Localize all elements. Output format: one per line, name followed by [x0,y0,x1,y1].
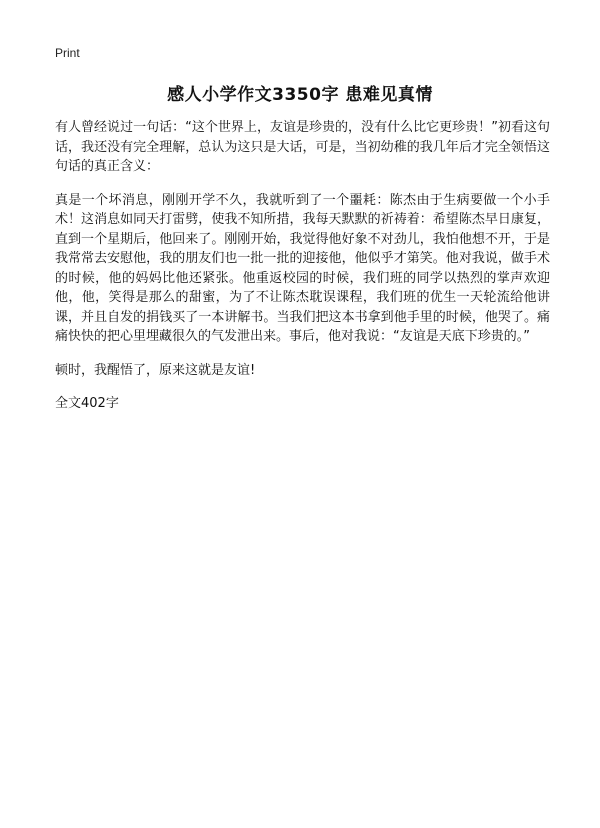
paragraph: 真是一个坏消息，刚刚开学不久，我就听到了一个噩耗：陈杰由于生病要做一个小手术！这消息如同天打雷劈，使我不知所措，我每天默默的祈祷着：希望陈杰早日康复，直到一个星期后，他回来了。刚刚开始，我觉得他好象不对劲儿，我怕他想不开，于是我常常去安慰他，我的朋友们也一批一批的迎接他，他似乎才第笑。他对我说，做手术的时候，他的妈妈比他还紧张。他重返校园的时候，我们班的同学以热烈的掌声欢迎他，他，笑得是那么的甜蜜，为了不让陈杰耽误课程，我们班的优生一天轮流给他讲课，并且自发的捐钱买了一本讲解书。当我们把这本书拿到他手里的时候，他哭了。痛痛快快的把心里埋藏很久的气发泄出来。事后，他对我说：“友谊是天底下珍贵的。” [55,192,550,344]
print-link[interactable]: Print [55,46,80,60]
article-title: 感人小学作文3350字 患难见真情 [167,85,433,105]
word-count: 全文402字 [55,396,119,411]
paragraph: 顿时，我醒悟了，原来这就是友谊! [55,362,256,378]
paragraph: 有人曾经说过一句话：“这个世界上，友谊是珍贵的，没有什么比它更珍贵！”初看这句话，我还没有完全理解，总认为这只是大话，可是，当初幼稚的我几年后才完全领悟这句话的真正含义： [55,120,550,174]
article-body [55,118,550,414]
